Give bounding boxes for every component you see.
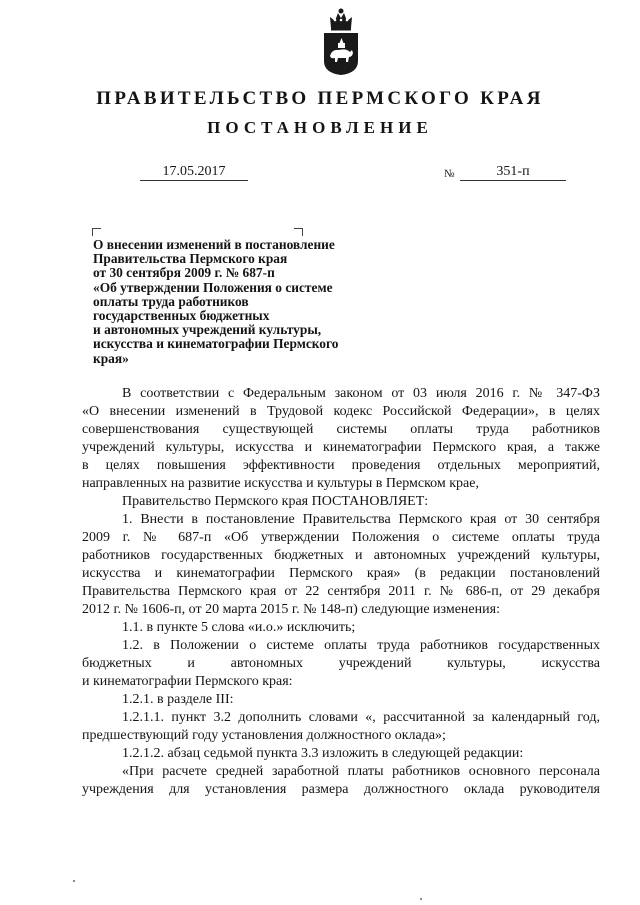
subject-line: искусства и кинематографии Пермского <box>93 336 339 352</box>
body-line: и кинематографии Пермского края: <box>82 674 293 689</box>
body-line: совершенствования существующей системы оплаты труда работников <box>82 422 600 437</box>
subject-bracket-left <box>92 228 101 236</box>
subject-line: «Об утверждении Положения о системе <box>93 279 333 295</box>
body-line: 1.1. в пункте 5 слова «и.о.» исключить; <box>122 620 356 635</box>
body-line: 1.2. в Положении о системе оплаты труда работников государственных <box>122 638 600 653</box>
document-number: 351-п <box>460 163 566 181</box>
subject-line: и автономных учреждений культуры, <box>93 322 322 338</box>
scan-speck <box>73 880 75 882</box>
subject-line: государственных бюджетных <box>93 308 270 324</box>
body-line: учреждений культуры, искусства и кинематографии Пермского края, а также <box>82 440 600 455</box>
document-body <box>82 385 600 799</box>
body-line: направленных на развитие искусства и культуры в Пермском крае, <box>82 476 479 491</box>
body-line: Правительства Пермского края от 22 сентября 2011 г. № 686-п, от 29 декабря <box>82 584 600 599</box>
subject-line: края» <box>93 350 129 366</box>
document-date: 17.05.2017 <box>140 163 248 181</box>
body-line: в целях повышения эффективности проведения отдельных мероприятий, <box>82 458 600 473</box>
body-line: предшествующий году установления должностного оклада»; <box>82 728 446 743</box>
perm-krai-coat-of-arms-icon <box>322 6 360 76</box>
subject-bracket-right <box>294 228 303 236</box>
subject-line: от 30 сентября 2009 г. № 687-п <box>93 265 275 281</box>
body-line: 1. Внести в постановление Правительства Пермского края от 30 сентября <box>122 512 600 527</box>
subject-line: оплаты труда работников <box>93 293 249 309</box>
government-title: ПРАВИТЕЛЬСТВО ПЕРМСКОГО КРАЯ <box>96 88 544 109</box>
document-subject <box>93 238 393 366</box>
body-line: «При расчете средней заработной платы работников основного персонала <box>122 764 600 779</box>
body-line: 2012 г. № 1606-п, от 20 марта 2015 г. № 148-п) следующие изменения: <box>82 602 500 617</box>
body-line: бюджетных и автономных учреждений культуры, искусства <box>82 656 600 671</box>
body-line: Правительство Пермского края ПОСТАНОВЛЯЕТ: <box>122 494 429 509</box>
body-line: учреждения для установления размера должностного оклада руководителя <box>82 782 600 797</box>
body-line: работников государственных бюджетных и автономных учреждений культуры, <box>82 548 600 563</box>
scan-speck <box>420 898 422 900</box>
number-sign: № <box>444 168 455 180</box>
document-type: ПОСТАНОВЛЕНИЕ <box>207 118 433 137</box>
subject-line: О внесении изменений в постановление <box>93 237 335 252</box>
body-line: искусства и кинематографии Пермского края» (в редакции постановлений <box>82 566 600 581</box>
body-line: 2009 г. № 687-п «Об утверждении Положения о системе оплаты труда <box>82 530 600 545</box>
body-line: В соответствии с Федеральным законом от 03 июля 2016 г. № 347-ФЗ <box>122 386 600 401</box>
subject-line: Правительства Пермского края <box>93 251 288 267</box>
body-line: 1.2.1. в разделе III: <box>122 692 234 707</box>
body-line: 1.2.1.1. пункт 3.2 дополнить словами «, рассчитанной за календарный год, <box>122 710 600 725</box>
body-line: «О внесении изменений в Трудовой кодекс Российской Федерации», в целях <box>82 404 600 419</box>
body-line: 1.2.1.2. абзац седьмой пункта 3.3 изложить в следующей редакции: <box>122 746 524 761</box>
